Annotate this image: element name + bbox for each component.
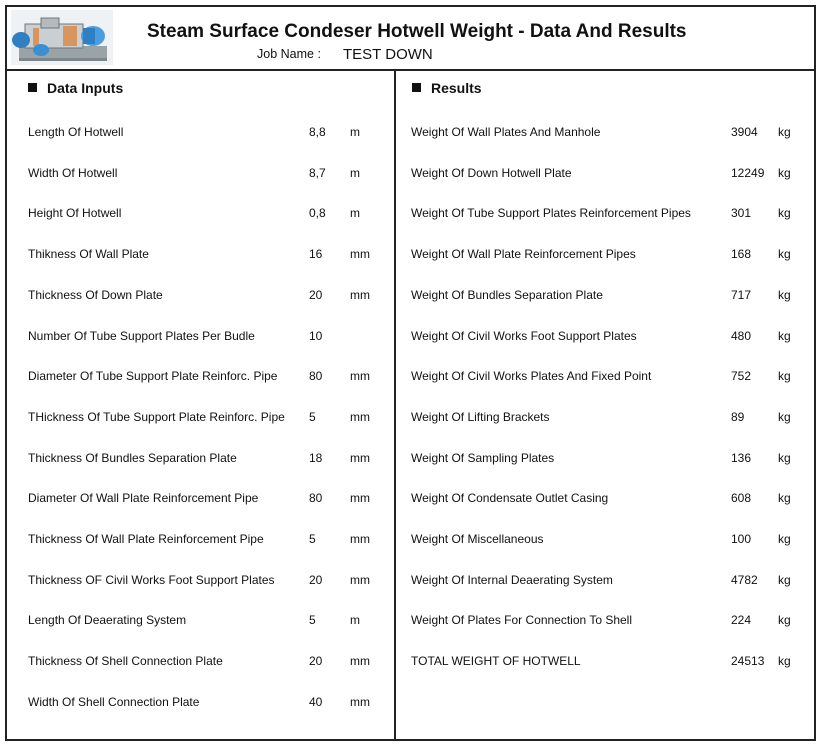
- result-value: 3904: [731, 125, 758, 139]
- result-label: Weight Of Miscellaneous: [411, 532, 544, 546]
- input-value: 5: [309, 613, 316, 628]
- result-unit: kg: [778, 532, 791, 546]
- result-unit: kg: [778, 491, 791, 506]
- input-label: Thickness Of Down Plate: [28, 287, 163, 302]
- input-row: [7, 695, 814, 713]
- result-label: Weight Of Condensate Outlet Casing: [411, 491, 609, 506]
- result-row: [7, 451, 814, 469]
- result-row: [7, 288, 814, 306]
- input-value: 10: [309, 328, 323, 343]
- input-label: Height Of Hotwell: [28, 206, 122, 221]
- input-unit: mm: [350, 450, 370, 465]
- result-value: 717: [731, 287, 752, 302]
- result-label: Weight Of Plates For Connection To Shell: [411, 613, 633, 628]
- result-value: 301: [731, 206, 752, 221]
- result-label: Weight Of Wall Plate Reinforcement Pipes: [411, 247, 636, 262]
- input-unit: m: [350, 165, 360, 180]
- input-label: Thikness Of Wall Plate: [28, 247, 149, 262]
- result-value: 136: [731, 450, 752, 465]
- input-unit: mm: [350, 287, 370, 302]
- result-unit: kg: [778, 369, 791, 384]
- result-label: Weight Of Civil Works Foot Support Plates: [411, 328, 637, 343]
- result-value: 24513: [731, 654, 765, 669]
- result-value: 89: [731, 409, 745, 424]
- result-value: 608: [731, 491, 752, 506]
- report-frame: [5, 5, 816, 741]
- input-label: Length Of Deaerating System: [28, 613, 187, 628]
- input-unit: mm: [350, 572, 370, 587]
- input-unit: m: [350, 125, 360, 139]
- result-label: Weight Of Tube Support Plates Reinforcement Pipes: [411, 206, 691, 221]
- input-value: 8,7: [309, 165, 326, 180]
- job-name-label: Job Name :: [257, 47, 321, 61]
- result-label: Weight Of Internal Deaerating System: [411, 572, 613, 587]
- results-heading: Results: [412, 80, 482, 96]
- input-value: 20: [309, 572, 323, 587]
- input-label: Diameter Of Tube Support Plate Reinforc. Pipe: [28, 369, 278, 384]
- result-label: Weight Of Wall Plates And Manhole: [411, 125, 601, 139]
- input-label: Width Of Shell Connection Plate: [28, 694, 200, 709]
- input-value: 20: [309, 654, 323, 669]
- input-unit: mm: [350, 694, 370, 709]
- result-row: [7, 369, 814, 387]
- result-unit: kg: [778, 613, 791, 628]
- input-value: 18: [309, 450, 323, 465]
- input-label: Thickness OF Civil Works Foot Support Plates: [28, 572, 275, 587]
- result-unit: kg: [778, 409, 791, 424]
- input-unit: mm: [350, 532, 370, 546]
- input-value: 80: [309, 491, 323, 506]
- input-unit: mm: [350, 369, 370, 384]
- result-unit: kg: [778, 572, 791, 587]
- result-row: [7, 613, 814, 631]
- result-row: [7, 247, 814, 265]
- result-row: [7, 654, 814, 672]
- input-unit: m: [350, 206, 360, 221]
- input-label: Number Of Tube Support Plates Per Budle: [28, 328, 255, 343]
- input-unit: m: [350, 613, 360, 628]
- input-value: 8,8: [309, 125, 326, 139]
- input-value: 40: [309, 694, 323, 709]
- result-unit: kg: [778, 206, 791, 221]
- result-row: [7, 532, 814, 550]
- result-label: Weight Of Sampling Plates: [411, 450, 555, 465]
- result-value: 4782: [731, 572, 758, 587]
- input-label: Thickness Of Bundles Separation Plate: [28, 450, 237, 465]
- result-row: [7, 166, 814, 184]
- input-label: Thickness Of Wall Plate Reinforcement Pipe: [28, 532, 264, 546]
- input-label: Thickness Of Shell Connection Plate: [28, 654, 223, 669]
- result-row: [7, 491, 814, 509]
- result-unit: kg: [778, 287, 791, 302]
- job-name-value: TEST DOWN: [343, 46, 433, 63]
- input-unit: mm: [350, 491, 370, 506]
- input-label: Diameter Of Wall Plate Reinforcement Pipe: [28, 491, 259, 506]
- result-value: 168: [731, 247, 752, 262]
- square-bullet-icon: [412, 83, 421, 92]
- page-title: Steam Surface Condeser Hotwell Weight - Data And Results: [147, 21, 687, 42]
- input-label: THickness Of Tube Support Plate Reinforc. Pipe: [28, 409, 285, 424]
- result-row: [7, 573, 814, 591]
- result-label: Weight Of Down Hotwell Plate: [411, 165, 572, 180]
- report-header: [7, 7, 814, 71]
- input-value: 5: [309, 409, 316, 424]
- result-unit: kg: [778, 165, 791, 180]
- result-label: Weight Of Bundles Separation Plate: [411, 287, 603, 302]
- square-bullet-icon: [28, 83, 37, 92]
- input-value: 20: [309, 287, 323, 302]
- input-value: 80: [309, 369, 323, 384]
- result-unit: kg: [778, 125, 791, 139]
- input-unit: mm: [350, 409, 370, 424]
- result-label: Weight Of Lifting Brackets: [411, 409, 550, 424]
- data-inputs-heading: Data Inputs: [28, 80, 123, 96]
- result-value: 12249: [731, 165, 765, 180]
- result-unit: kg: [778, 247, 791, 262]
- result-value: 224: [731, 613, 752, 628]
- result-row: [7, 206, 814, 224]
- condenser-logo-icon: [11, 10, 113, 65]
- result-row: [7, 125, 814, 143]
- input-value: 16: [309, 247, 323, 262]
- result-value: 480: [731, 328, 752, 343]
- result-unit: kg: [778, 328, 791, 343]
- result-row: [7, 329, 814, 347]
- result-unit: kg: [778, 654, 791, 669]
- result-label: TOTAL WEIGHT OF HOTWELL: [411, 654, 581, 669]
- result-value: 752: [731, 369, 752, 384]
- input-label: Length Of Hotwell: [28, 125, 124, 139]
- result-value: 100: [731, 532, 752, 546]
- input-value: 5: [309, 532, 316, 546]
- result-label: Weight Of Civil Works Plates And Fixed Point: [411, 369, 652, 384]
- result-row: [7, 410, 814, 428]
- input-unit: mm: [350, 247, 370, 262]
- input-unit: mm: [350, 654, 370, 669]
- input-value: 0,8: [309, 206, 326, 221]
- result-unit: kg: [778, 450, 791, 465]
- input-label: Width Of Hotwell: [28, 165, 118, 180]
